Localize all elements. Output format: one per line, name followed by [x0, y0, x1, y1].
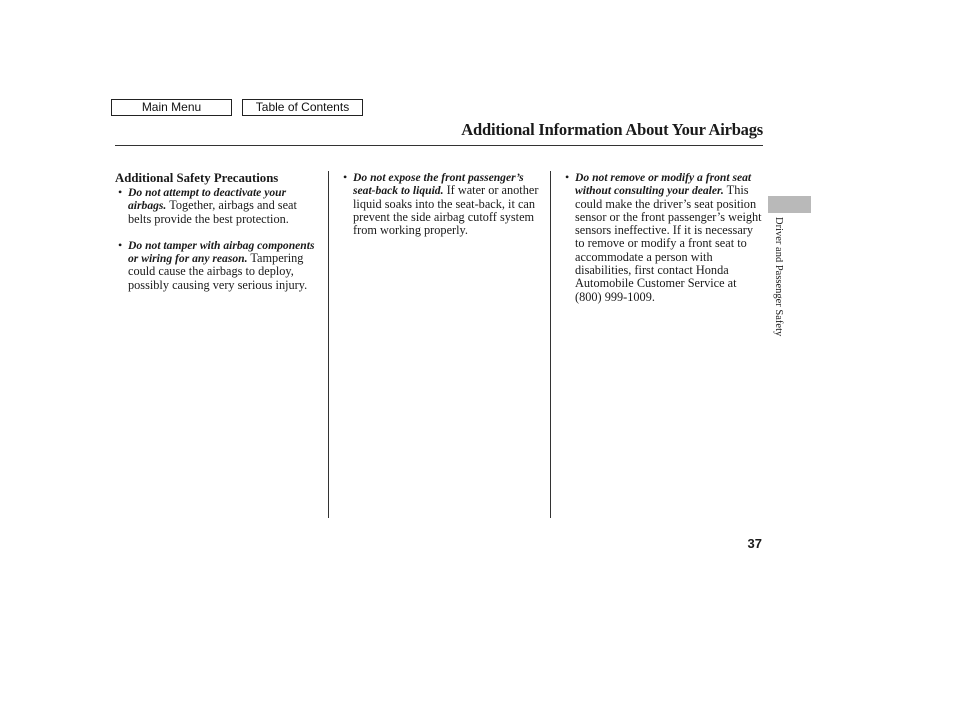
bullet-lead: Do not remove or modify a front seat without consulting your dealer. — [575, 171, 752, 198]
list-item — [115, 186, 320, 226]
list-item — [115, 239, 320, 292]
page-title: Additional Information About Your Airbags — [461, 120, 763, 139]
table-of-contents-button[interactable]: Table of Contents — [242, 99, 363, 116]
bullet-text: If water or another liquid soaks into the seat-back, it can prevent the side airbag cutoff system from working properly. — [353, 183, 539, 238]
list-item — [340, 171, 545, 237]
list-item — [562, 171, 762, 304]
bullet-icon: • — [118, 185, 123, 199]
bullet-text: This could make the driver’s seat position sensor or the front passenger’s weight sensors ineffective. If it is necessary to remove or modify a front seat to accommodate a person with disabilities, first contact Honda Automobile Customer Service at (800) 999-1009. — [575, 183, 762, 304]
bullet-lead: Do not attempt to deactivate your airbags. — [128, 186, 287, 213]
title-divider — [115, 145, 763, 146]
content-column-3 — [562, 171, 762, 304]
column-divider — [328, 171, 329, 518]
section-heading: Additional Safety Precautions — [115, 171, 279, 185]
content-column-2 — [340, 171, 545, 237]
bullet-lead: Do not tamper with airbag components or wiring for any reason. — [128, 238, 315, 266]
column-divider — [550, 171, 551, 518]
bullet-text: Together, airbags and seat belts provide the best protection. — [128, 198, 297, 226]
bullet-icon: • — [118, 237, 123, 252]
main-menu-button[interactable]: Main Menu — [111, 99, 232, 116]
page-number: 37 — [747, 536, 762, 551]
section-tab-marker — [768, 196, 811, 213]
bullet-icon: • — [565, 170, 570, 184]
content-column-1 — [115, 171, 320, 292]
section-tab-label: Driver and Passenger Safety — [773, 217, 784, 337]
bullet-icon: • — [343, 170, 348, 184]
bullet-lead: Do not expose the front passenger’s seat-back to liquid. — [353, 171, 524, 198]
bullet-text: Tampering could cause the airbags to deploy, possibly causing very serious injury. — [128, 251, 308, 292]
